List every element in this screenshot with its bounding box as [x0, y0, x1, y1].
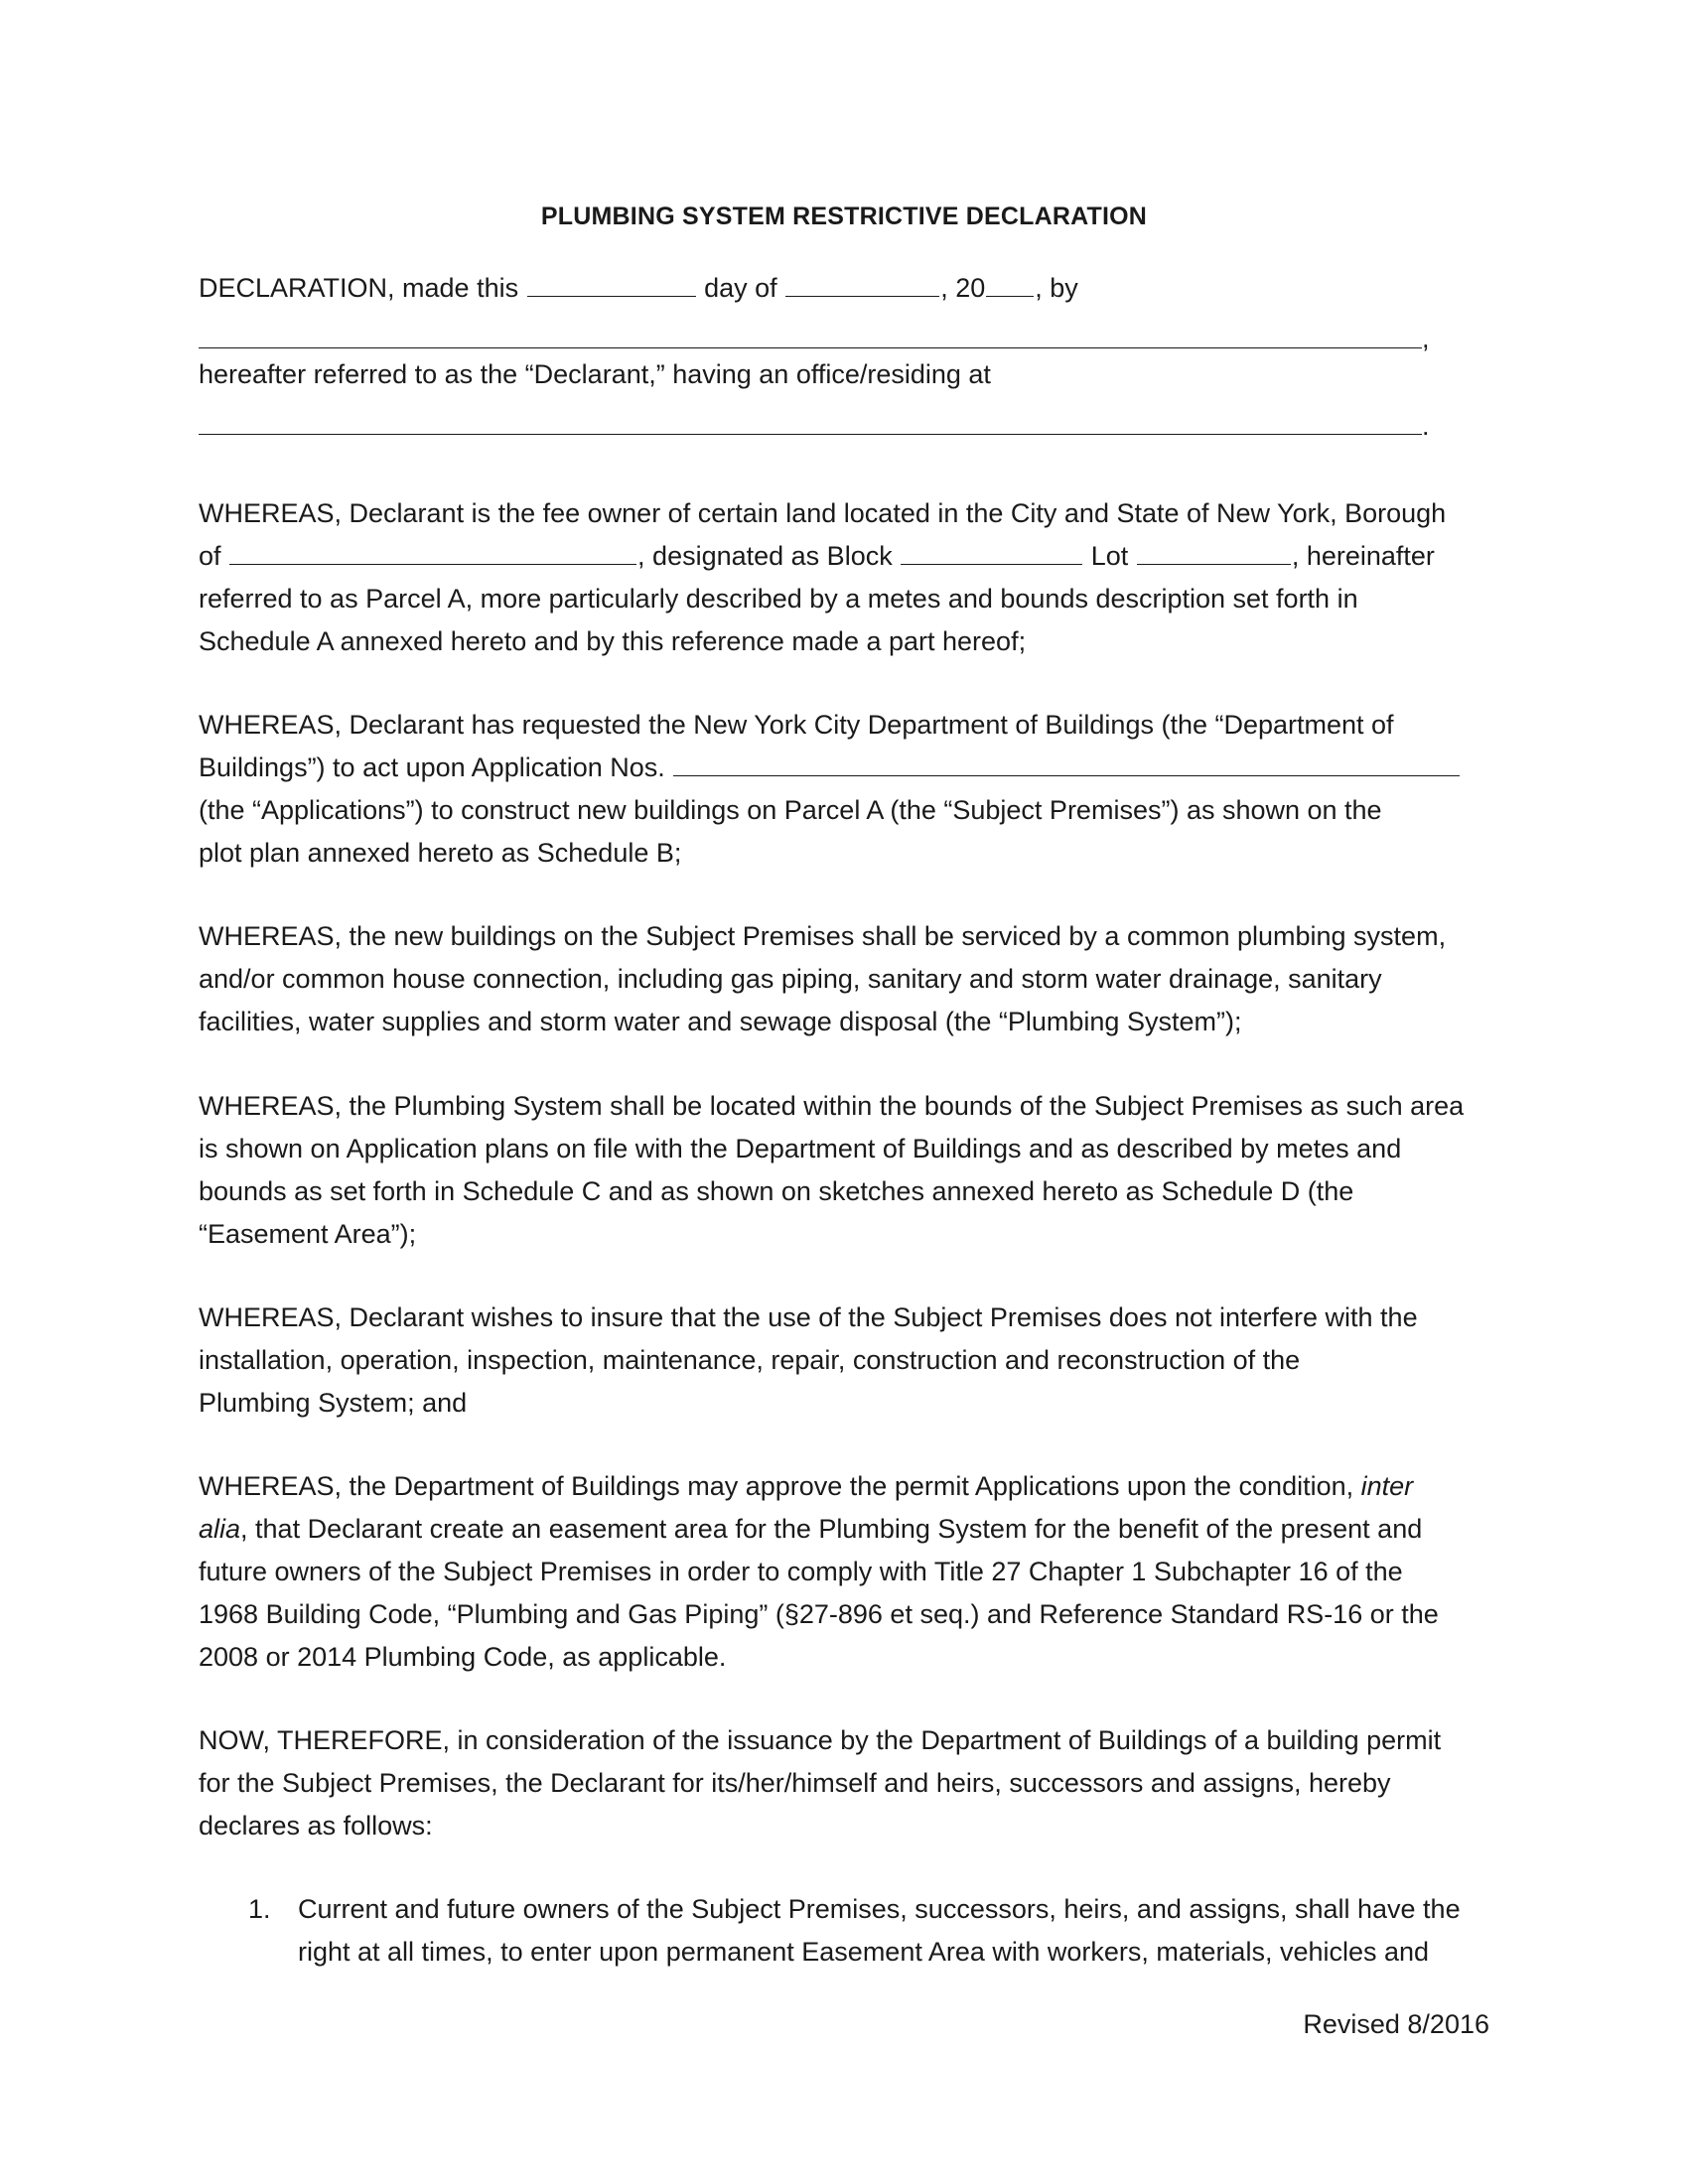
p5-line-2: installation, operation, inspection, maintenance, repair, construction and reconstruction of the: [199, 1345, 1301, 1375]
p4-line-4: “Easement Area”);: [199, 1219, 417, 1249]
p5-line-3: Plumbing System; and: [199, 1388, 468, 1418]
p5-line-1: WHEREAS, Declarant wishes to insure that the use of the Subject Premises does not interfere with the: [199, 1302, 1418, 1332]
p1-designated-text: , designated as Block: [637, 541, 893, 571]
p1-line-3: referred to as Parcel A, more particularly described by a metes and bounds description set forth in: [199, 584, 1358, 614]
p2-line-2: [199, 747, 1489, 789]
item1-line-1: Current and future owners of the Subject Premises, successors, heirs, and assigns, shall have the: [298, 1894, 1461, 1924]
borough-blank[interactable]: [229, 540, 636, 565]
document-page: [199, 0, 1489, 2184]
declaration-line: [199, 272, 1078, 304]
by-text: , by: [1035, 273, 1078, 303]
p6-line-5: 2008 or 2014 Plumbing Code, as applicable.: [199, 1642, 727, 1672]
p1-line-4: Schedule A annexed hereto and by this reference made a part hereof;: [199, 626, 1027, 656]
revision-footer: Revised 8/2016: [1303, 2009, 1489, 2039]
p7-line-1: NOW, THEREFORE, in consideration of the issuance by the Department of Buildings of a building permit: [199, 1725, 1442, 1755]
declarant-address-blank[interactable]: [199, 434, 1422, 435]
whereas-paragraph-1: [199, 492, 1489, 663]
p4-line-3: bounds as set forth in Schedule C and as shown on sketches annexed hereto as Schedule D (the: [199, 1176, 1354, 1206]
p2-line-3: (the “Applications”) to construct new buildings on Parcel A (the “Subject Premises”) as shown on the: [199, 795, 1382, 825]
declarant-name-blank[interactable]: [199, 347, 1422, 348]
document-title: PLUMBING SYSTEM RESTRICTIVE DECLARATION: [540, 203, 1148, 230]
p1-line-2: [199, 535, 1489, 578]
declarant-name-comma: ,: [1422, 324, 1430, 353]
hereafter-text: hereafter referred to as the “Declarant,” having an office/residing at: [199, 359, 991, 389]
p1-hereinafter-text: , hereinafter: [1291, 541, 1435, 571]
p1-lot-text: Lot: [1090, 541, 1129, 571]
p6-alia-italic: alia: [199, 1514, 241, 1544]
p4-line-1: WHEREAS, the Plumbing System shall be located within the bounds of the Subject Premises as such area: [199, 1091, 1465, 1121]
p2-line-4: plot plan annexed hereto as Schedule B;: [199, 838, 682, 868]
p6-line-2-text: , that Declarant create an easement area for the Plumbing System for the benefit of the present and: [240, 1514, 1423, 1544]
whereas-paragraph-3: [199, 915, 1489, 1043]
year-prefix-text: , 20: [940, 273, 986, 303]
whereas-paragraph-4: [199, 1085, 1489, 1256]
day-of-text: day of: [704, 273, 777, 303]
day-blank[interactable]: [527, 272, 696, 297]
p4-line-2: is shown on Application plans on file with the Department of Buildings and as described by metes and: [199, 1134, 1402, 1163]
p2-application-text: Buildings”) to act upon Application Nos.: [199, 752, 665, 782]
application-nos-blank[interactable]: [673, 751, 1460, 776]
p3-line-1: WHEREAS, the new buildings on the Subject Premises shall be serviced by a common plumbing system,: [199, 921, 1447, 951]
p6-line-4: 1968 Building Code, “Plumbing and Gas Piping” (§27-896 et seq.) and Reference Standard RS-16 or the: [199, 1599, 1439, 1629]
p3-line-2: and/or common house connection, including gas piping, sanitary and storm water drainage, sanitary: [199, 964, 1382, 994]
p6-line-3: future owners of the Subject Premises in order to comply with Title 27 Chapter 1 Subchapter 16 of the: [199, 1557, 1403, 1586]
item1-line-2: right at all times, to enter upon permanent Easement Area with workers, materials, vehicles and: [298, 1937, 1430, 1967]
year-blank[interactable]: [986, 272, 1034, 297]
declarant-address-period: .: [1422, 411, 1430, 441]
p2-line-1: WHEREAS, Declarant has requested the New York City Department of Buildings (the “Department of: [199, 710, 1394, 740]
block-blank[interactable]: [901, 540, 1082, 565]
p6-line-1: [199, 1465, 1489, 1508]
p6-inter-italic: inter: [1360, 1471, 1414, 1501]
whereas-paragraph-2: [199, 704, 1489, 875]
list-item: [248, 1888, 1489, 1974]
p6-line-1-text: WHEREAS, the Department of Buildings may approve the permit Applications upon the condition,: [199, 1471, 1354, 1501]
now-therefore-paragraph: [199, 1719, 1489, 1847]
p1-of-text: of: [199, 541, 221, 571]
p7-line-2: for the Subject Premises, the Declarant for its/her/himself and heirs, successors and assigns, hereby: [199, 1768, 1391, 1798]
lot-blank[interactable]: [1137, 540, 1291, 565]
whereas-paragraph-5: [199, 1297, 1489, 1425]
p1-line-1: WHEREAS, Declarant is the fee owner of certain land located in the City and State of New York, Borough: [199, 498, 1447, 528]
whereas-paragraph-6: [199, 1465, 1489, 1679]
declaration-made-text: DECLARATION, made this: [199, 273, 519, 303]
list-item-number: 1.: [248, 1894, 271, 1924]
p6-line-2: [199, 1508, 1489, 1551]
p7-line-3: declares as follows:: [199, 1811, 433, 1841]
month-blank[interactable]: [785, 272, 939, 297]
p3-line-3: facilities, water supplies and storm water and sewage disposal (the “Plumbing System”);: [199, 1007, 1242, 1036]
